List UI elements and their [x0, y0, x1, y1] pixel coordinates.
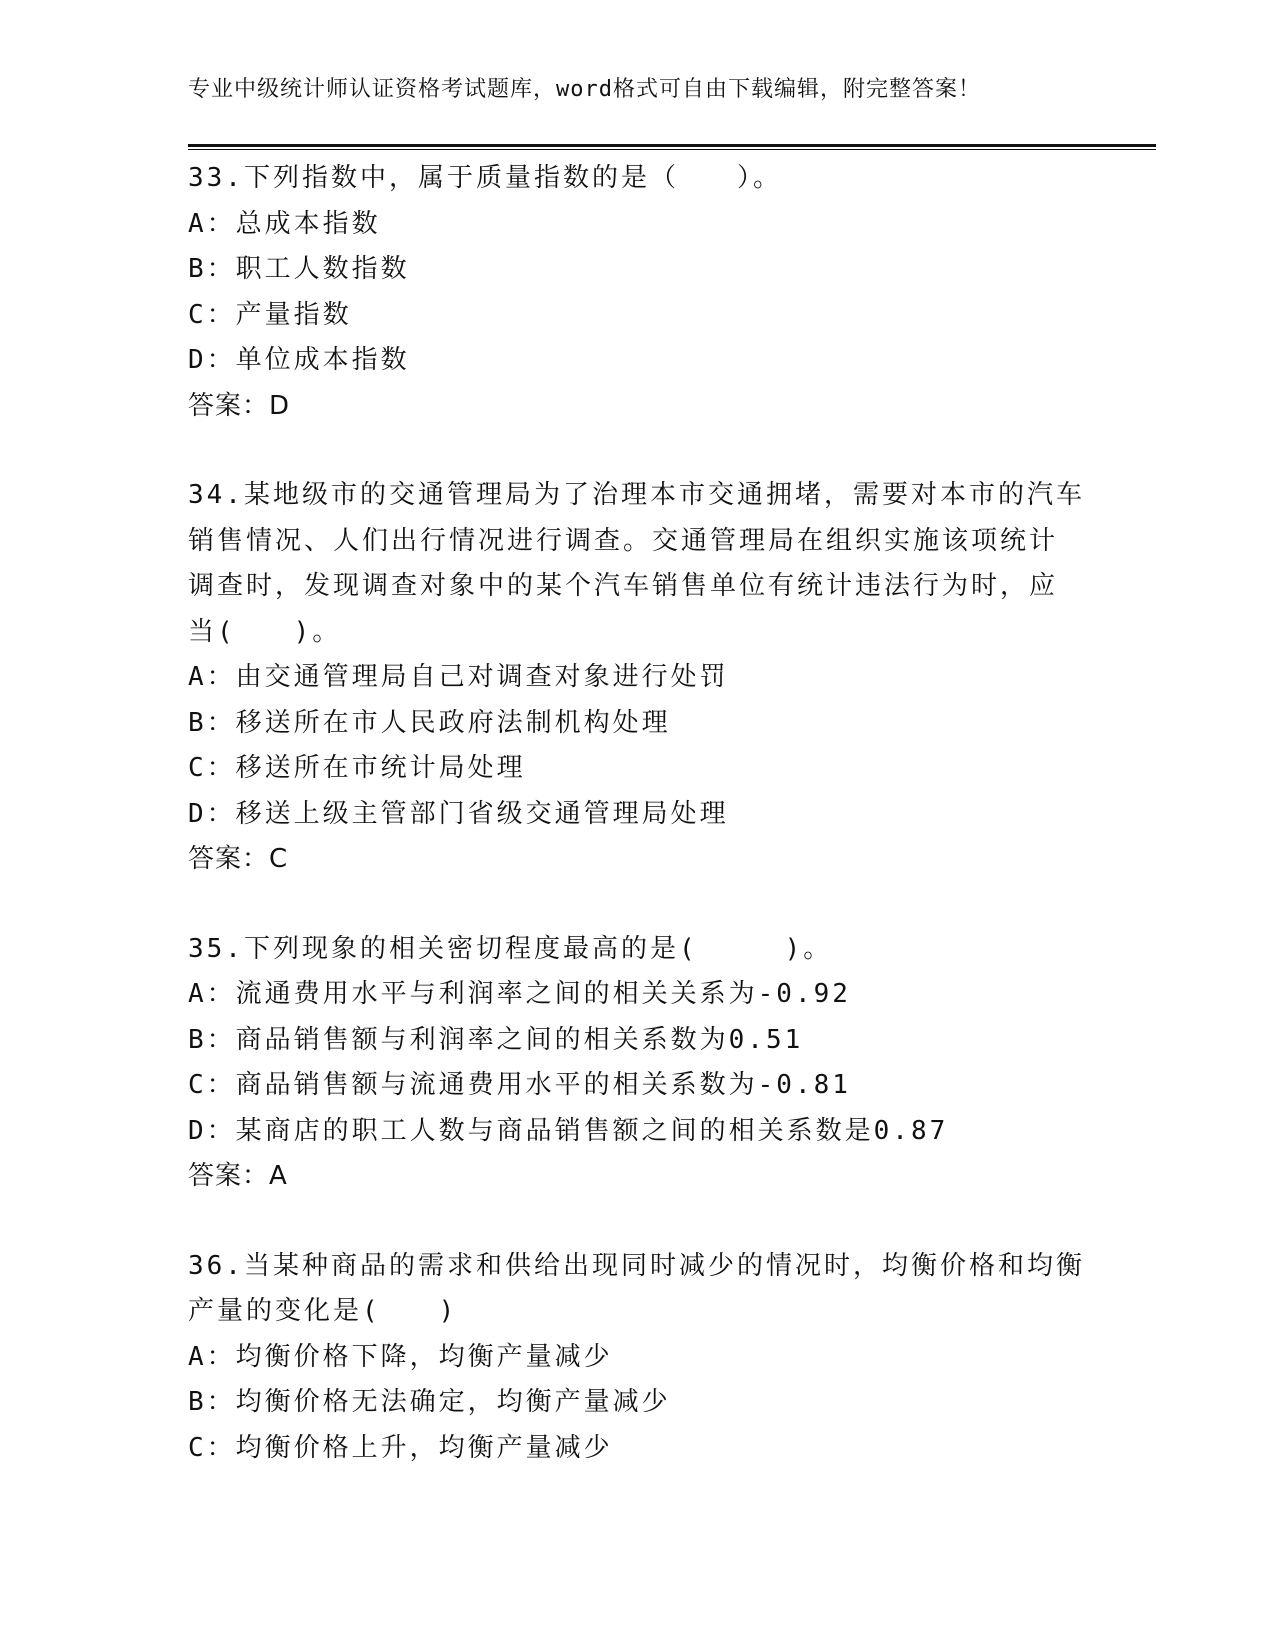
option-c: C：产量指数 — [188, 299, 352, 330]
question-33 — [188, 156, 1128, 429]
stem-line: 34.某地级市的交通管理局为了治理本市交通拥堵，需要对本市的汽车 — [188, 480, 1085, 510]
option-b: B：均衡价格无法确定，均衡产量减少 — [188, 1387, 671, 1417]
option-d: D：某商店的职工人数与商品销售额之间的相关系数是0.87 — [188, 1115, 949, 1146]
stem-line: 当( )。 — [188, 616, 342, 647]
option-d: D：移送上级主管部门省级交通管理局处理 — [188, 798, 729, 829]
option-a: A：流通费用水平与利润率之间的相关关系为-0.92 — [188, 979, 851, 1009]
stem-line: 产量的变化是( ) — [188, 1296, 458, 1326]
option-a: A：总成本指数 — [188, 208, 381, 239]
option-c: C：移送所在市统计局处理 — [188, 753, 526, 783]
question-35 — [188, 927, 1128, 1200]
question-34 — [188, 473, 1128, 883]
question-stem — [188, 156, 1128, 202]
question-list — [188, 156, 1128, 1515]
question-stem — [188, 1244, 1128, 1335]
option-b: B：商品销售额与利润率之间的相关系数为0.51 — [188, 1024, 804, 1055]
option-a: A：均衡价格下降，均衡产量减少 — [188, 1341, 613, 1372]
option-b: B：职工人数指数 — [188, 254, 410, 284]
question-stem — [188, 473, 1128, 655]
stem-line: 33.下列指数中，属于质量指数的是（ ）。 — [188, 163, 782, 193]
option-b: B：移送所在市人民政府法制机构处理 — [188, 707, 671, 738]
page-header: 专业中级统计师认证资格考试题库，word格式可自由下载编辑，附完整答案！ — [188, 77, 981, 102]
question-36 — [188, 1244, 1128, 1472]
option-d: D：单位成本指数 — [188, 345, 410, 375]
stem-line: 36.当某种商品的需求和供给出现同时减少的情况时，均衡价格和均衡 — [188, 1250, 1085, 1281]
stem-line: 销售情况、人们出行情况进行调查。交通管理局在组织实施该项统计 — [188, 525, 1059, 556]
header-divider — [188, 144, 1156, 150]
stem-line: 35.下列现象的相关密切程度最高的是( )。 — [188, 933, 833, 964]
answer-line: 答案：C — [188, 844, 289, 874]
answer-line: 答案：D — [188, 390, 291, 421]
answer-line: 答案：A — [188, 1161, 288, 1191]
option-c: C：商品销售额与流通费用水平的相关系数为-0.81 — [188, 1070, 851, 1100]
question-stem — [188, 927, 1128, 973]
option-c: C：均衡价格上升，均衡产量减少 — [188, 1432, 613, 1463]
stem-line: 调查时，发现调查对象中的某个汽车销售单位有统计违法行为时，应 — [188, 571, 1059, 601]
option-a: A：由交通管理局自己对调查对象进行处罚 — [188, 662, 729, 692]
